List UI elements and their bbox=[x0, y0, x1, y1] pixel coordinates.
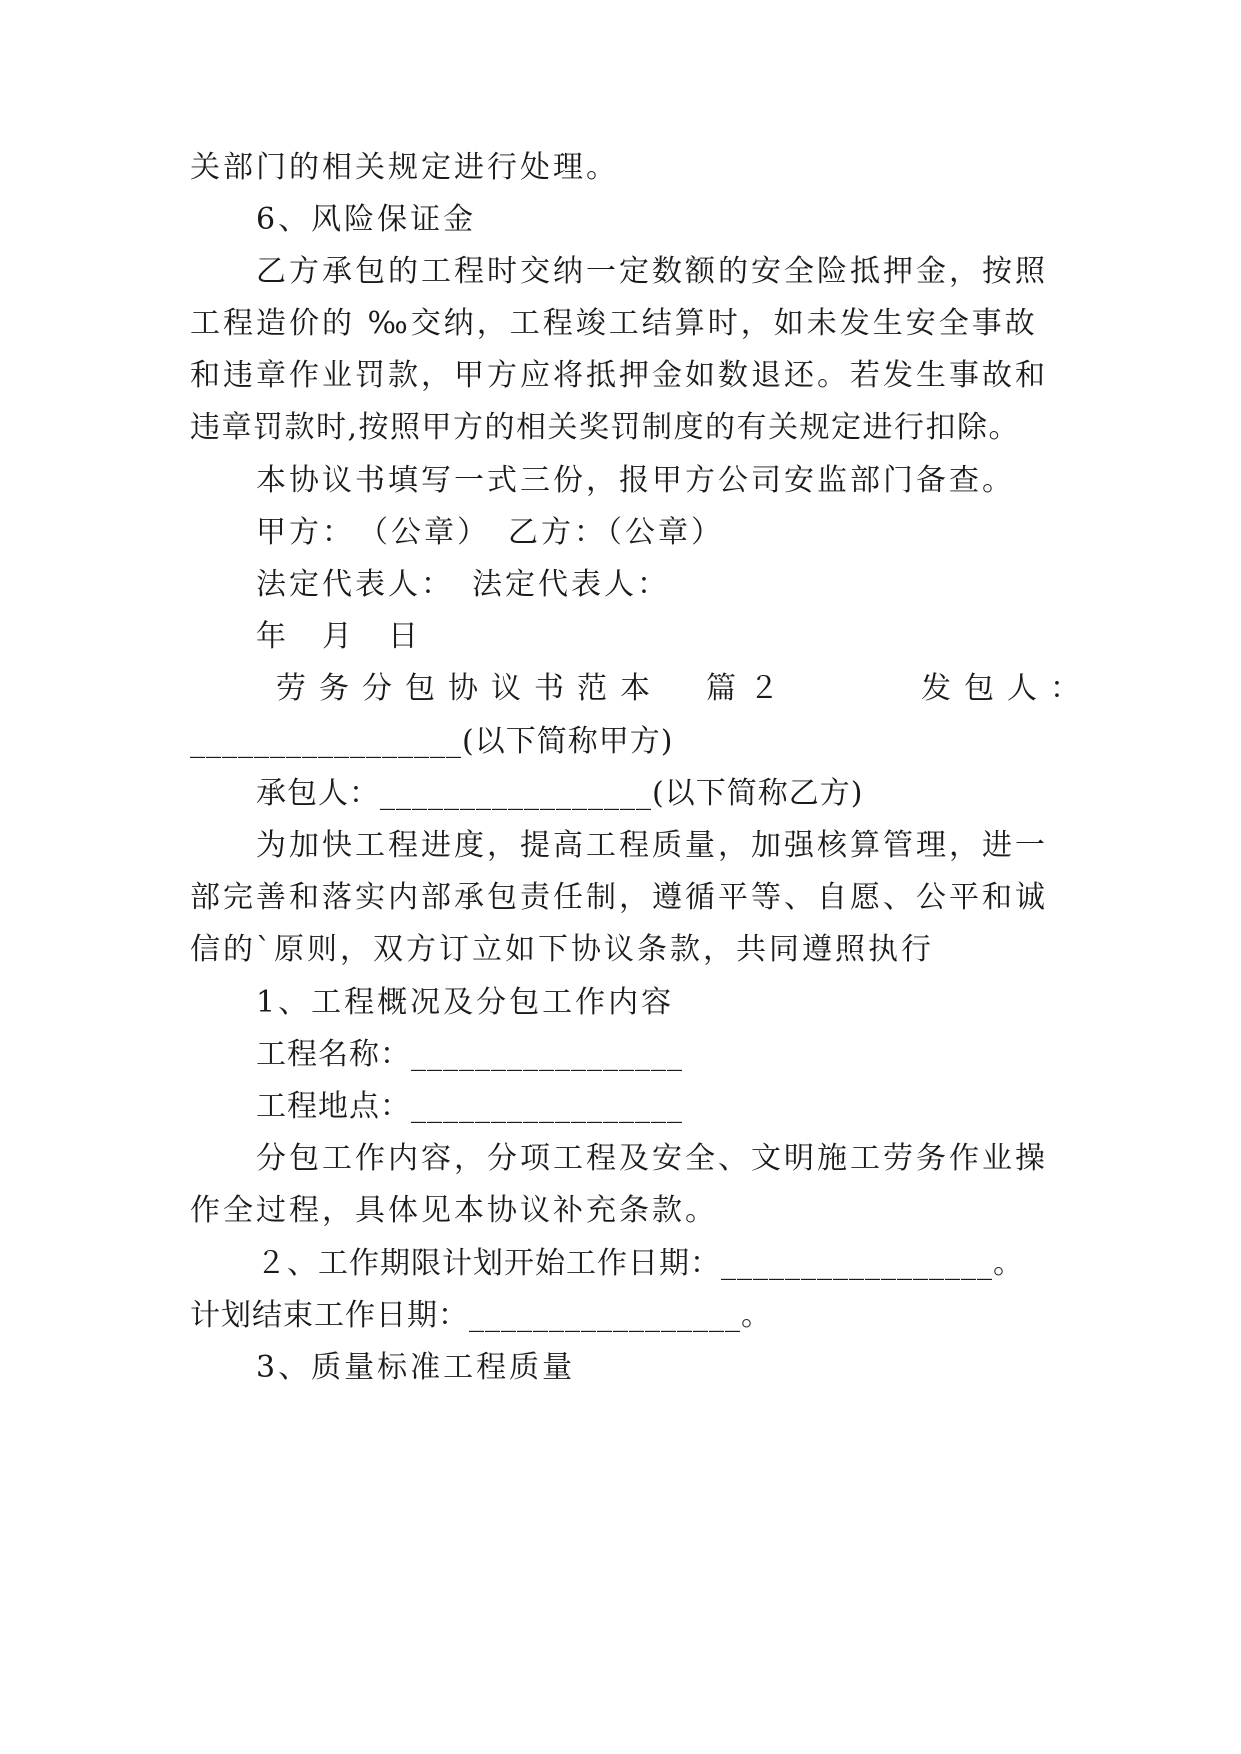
section-heading-project-overview: 1、工程概况及分包工作内容 bbox=[256, 985, 675, 1020]
project-location-field: 工程地点：_________________ bbox=[256, 1089, 683, 1124]
signature-parties: 甲方： （公章） 乙方：（公章） bbox=[256, 515, 724, 550]
text-line: 关部门的相关规定进行处理。 bbox=[190, 150, 619, 185]
paragraph-line: 工程造价的 ‰交纳，工程竣工结算时，如未发生安全事故 bbox=[190, 306, 1038, 341]
project-name-field: 工程名称：_________________ bbox=[256, 1037, 683, 1072]
signature-date: 年 月 日 bbox=[256, 619, 421, 654]
end-date-field: 计划结束工作日期：_________________。 bbox=[190, 1298, 772, 1333]
section-title-part2: 劳务分包协议书范本 篇２ 发包人： bbox=[276, 671, 1093, 706]
paragraph-line: 和违章作业罚款，甲方应将抵押金如数退还。若发生事故和 bbox=[190, 358, 1048, 393]
paragraph-line: 作全过程，具体见本协议补充条款。 bbox=[190, 1193, 718, 1228]
start-date-field: ２、工作期限计划开始工作日期：_________________。 bbox=[256, 1246, 1024, 1281]
paragraph-line: 为加快工程进度，提高工程质量，加强核算管理，进一 bbox=[256, 828, 1048, 863]
paragraph-line: 违章罚款时,按照甲方的相关奖罚制度的有关规定进行扣除。 bbox=[190, 410, 1021, 445]
party-b-field: 承包人：_________________(以下简称乙方) bbox=[256, 776, 864, 811]
signature-representatives: 法定代表人： 法定代表人： bbox=[256, 567, 670, 602]
paragraph-line: 乙方承包的工程时交纳一定数额的安全险抵押金，按照 bbox=[256, 254, 1048, 289]
paragraph-line: 部完善和落实内部承包责任制，遵循平等、自愿、公平和诚 bbox=[190, 880, 1048, 915]
paragraph-line: 分包工作内容，分项工程及安全、文明施工劳务作业操 bbox=[256, 1141, 1048, 1176]
paragraph-line: 信的`原则，双方订立如下协议条款，共同遵照执行 bbox=[190, 932, 934, 967]
section-heading-risk-deposit: 6、风险保证金 bbox=[256, 202, 477, 237]
paragraph-line: 本协议书填写一式三份，报甲方公司安监部门备查。 bbox=[256, 463, 1015, 498]
section-heading-quality: 3、质量标准工程质量 bbox=[256, 1350, 576, 1385]
party-a-field: _________________(以下简称甲方) bbox=[190, 724, 674, 759]
